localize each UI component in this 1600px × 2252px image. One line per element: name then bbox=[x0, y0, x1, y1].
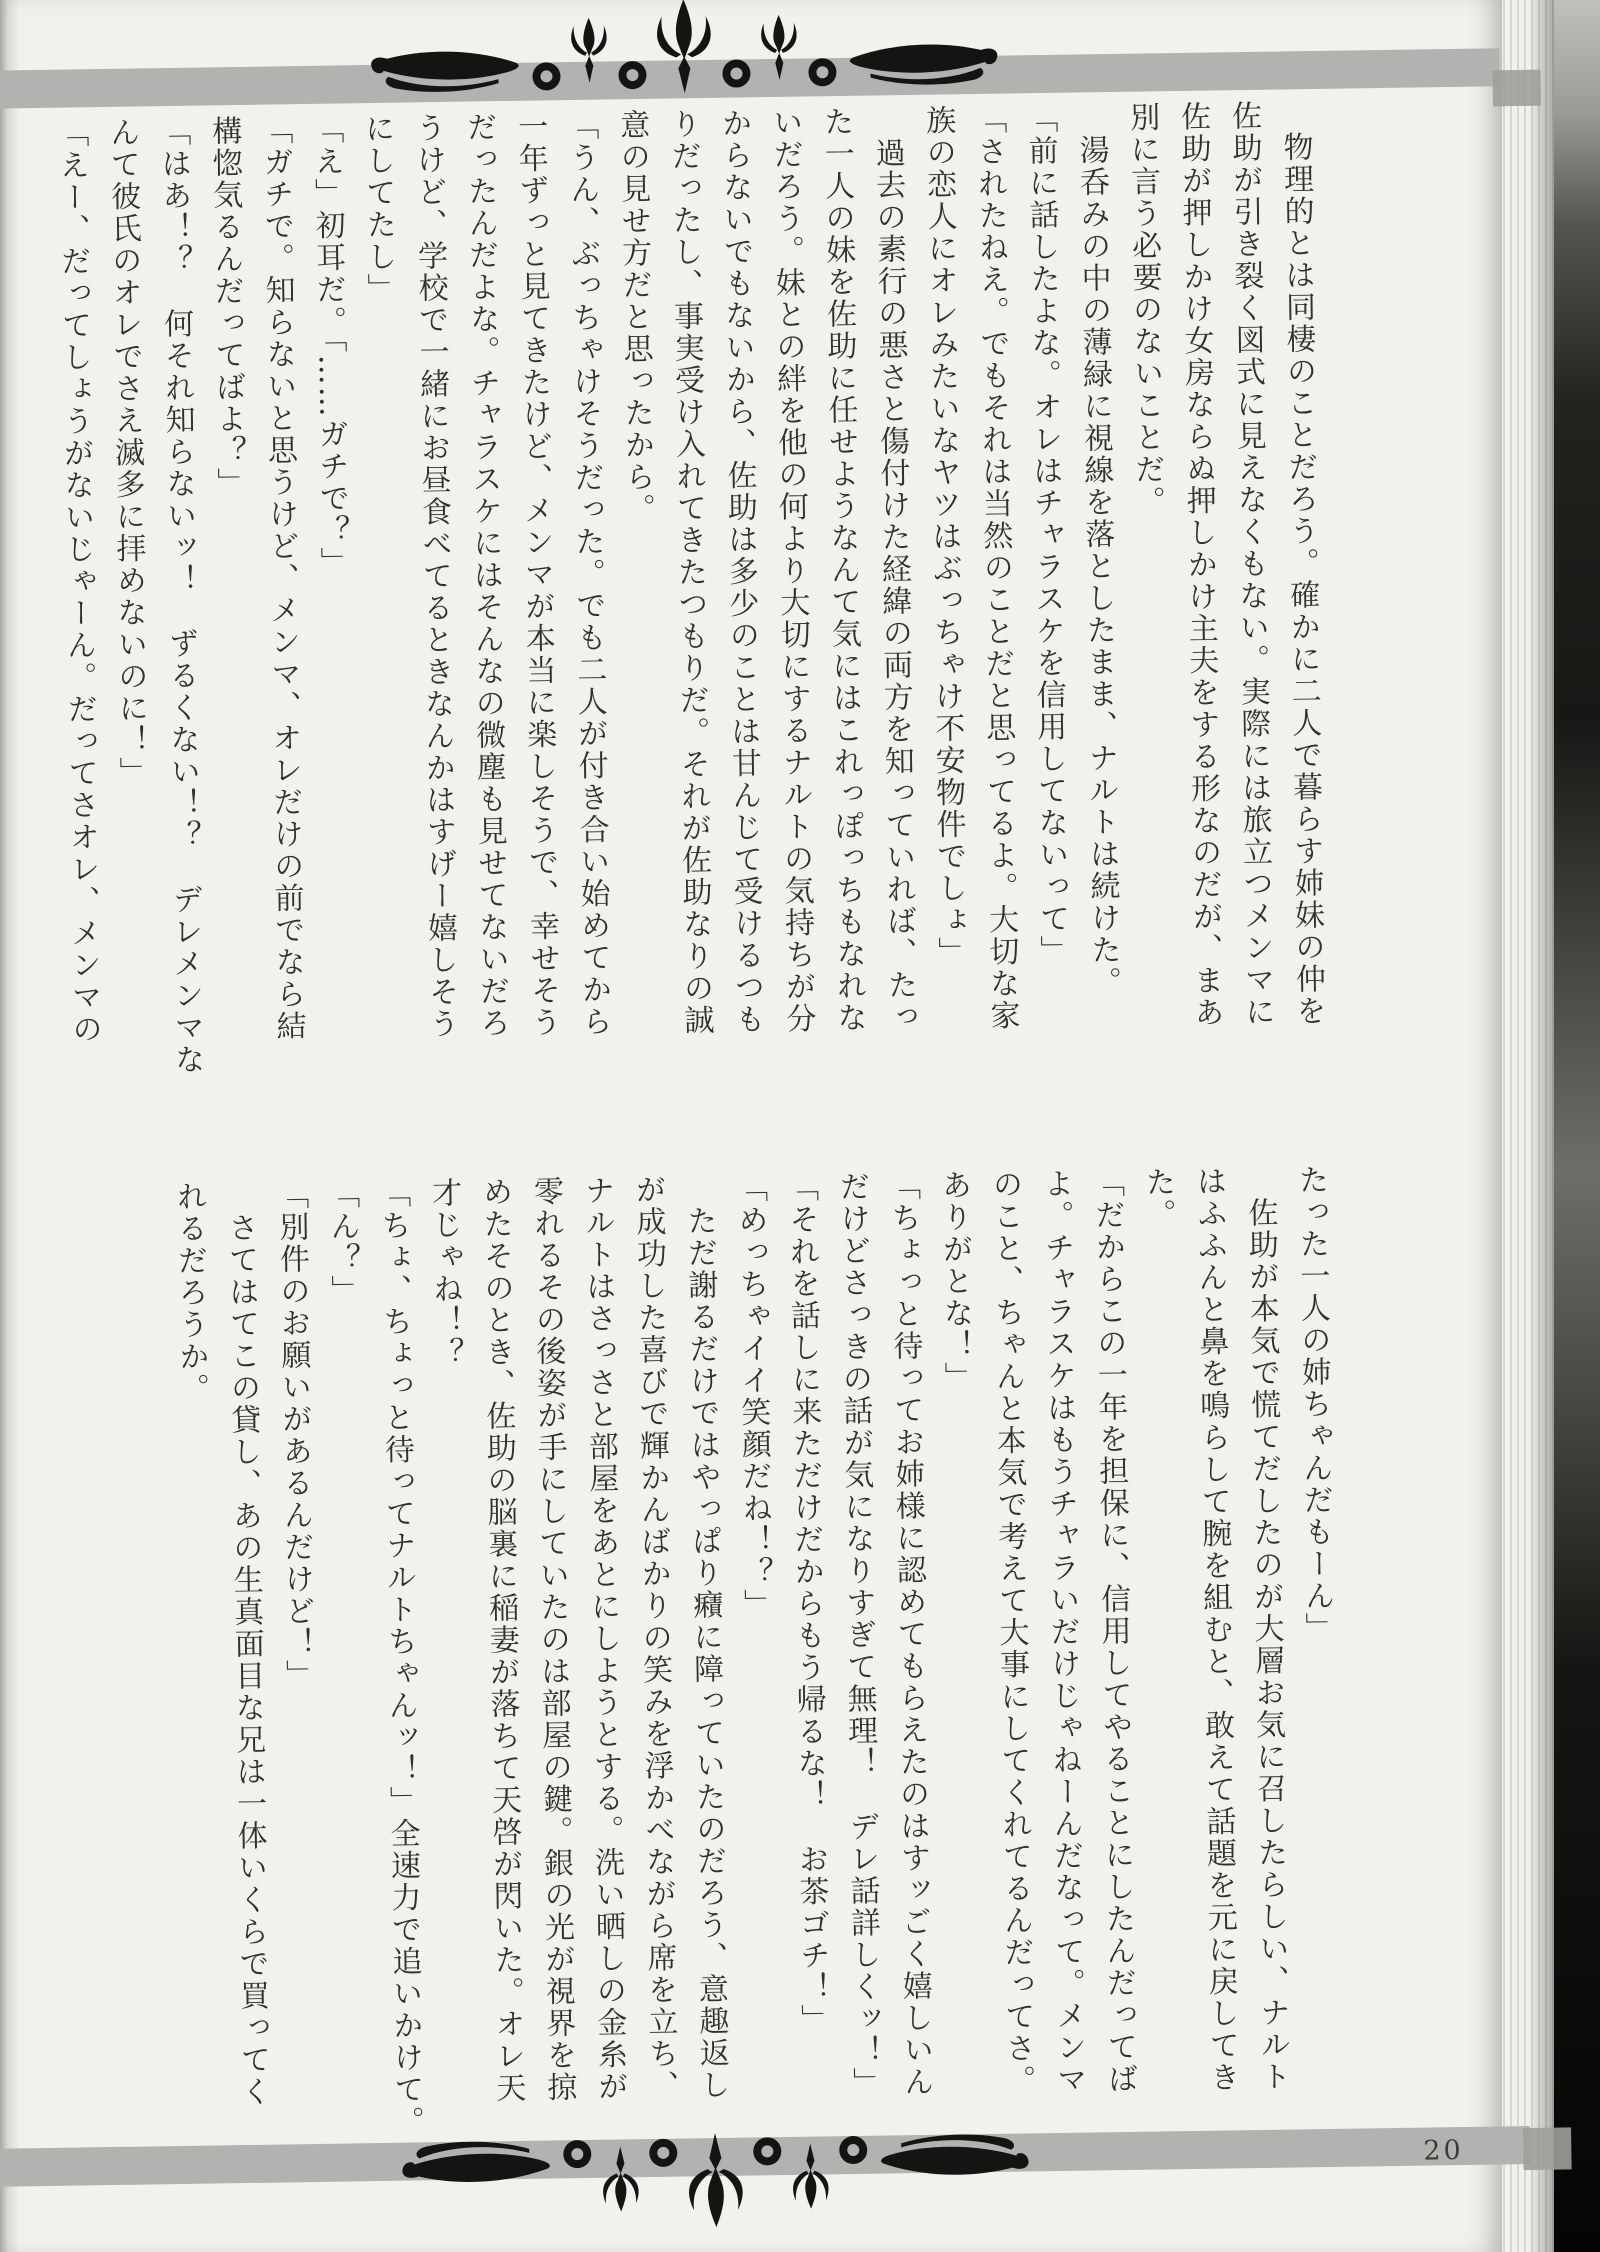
bottom-divider-band-edge bbox=[1523, 2127, 1572, 2170]
top-divider-band-edge bbox=[1492, 70, 1541, 107]
page-number: 20 bbox=[1423, 2134, 1464, 2167]
floral-divider-ornament-icon bbox=[363, 0, 1005, 111]
text-block-bottom: たった一人の姉ちゃんだもーん」 佐助が本気で慌てだしたのが大層お気に召したらしい、ナルト はふふんと鼻を鳴らして腕を組むと、敢えて話題を元に戻してき た。 「だからこの一年を担保に、信用してやることにしたんだってば よ。チャラスケはもうチャラいだけじゃねーんだなって。メンマ のこと、ちゃんと本気で考えて大事にしてくれてるんだってさ。 ありがとな！」 「ちょっと待ってお姉様に認めてもらえたのはすッごく嬉しいん だけどさっきの話が気になりすぎて無理！ デレ話詳しくッ！」 「それを話しに来ただけだからもう帰るな！ お茶ゴチ！」 「めっちゃイイ笑顔だね！？」 ただ謝るだけではやっぱり癪に障っていたのだろう、意趣返し が成功した喜びで輝かんばかりの笑みを浮かべながら席を立ち、 ナルトはさっさと部屋をあとにしようとする。洗い晒しの金糸が 零れるその後姿が手にしていたのは部屋の鍵。銀の光が視界を掠 めたそのとき、佐助の脳裏に稲妻が落ちて天啓が閃いた。オレ天 才じゃね！？ 「ちょ、ちょっと待ってナルトちゃんッ！」全速力で追いかけて。 「ん？」 「別件のお願いがあるんだけど！」 さてはてこの貸し、あの生真面目な兄は一体いくらで買ってく れるだろうか。 bbox=[170, 1163, 1335, 2138]
text-block-top: 物理的とは同棲のことだろう。確かに二人で暮らす姉妹の仲を 佐助が引き裂く図式に見えなくもない。実際には旅立つメンマに 佐助が押しかけ女房ならぬ押しかけ主夫をする形なのだが、まあ 別に言う必要のないことだ。 湯呑みの中の薄緑に視線を落としたまま、ナルトは続けた。 「前に話したよな。オレはチャラスケを信用してないって」 「されたねえ。でもそれは当然のことだと思ってるよ。大切な家 族の恋人にオレみたいなヤツはぶっちゃけ不安物件でしょ」 過去の素行の悪さと傷付けた経緯の両方を知っていれば、たっ た一人の妹を佐助に任せようなんて気にはこれっぽっちもなれな いだろう。妹との絆を他の何より大切にするナルトの気持ちが分 からないでもないから、佐助は多少のことは甘んじて受けるつも りだったし、事実受け入れてきたつもりだ。それが佐助なりの誠 意の見せ方だと思ったから。 「うん、ぶっちゃけそうだった。でも二人が付き合い始めてから 一年ずっと見てきたけど、メンマが本当に楽しそうで、幸せそう だったんだよな。チャラスケにはそんなの微塵も見せてないだろ うけど、学校で一緒にお昼食べてるときなんかはすげー嬉しそう にしてたし」 「え」初耳だ。「……ガチで？」 「ガチで。知らないと思うけど、メンマ、オレだけの前でなら結 構惚気るんだってばよ？」 「はあ！？ 何それ知らないッ！ ずるくない！？ デレメンマな んて彼氏のオレでさえ滅多に拝めないのに！」 「えー、だってしょうがないじゃーん。だってさオレ、メンマの bbox=[53, 99, 1326, 1077]
